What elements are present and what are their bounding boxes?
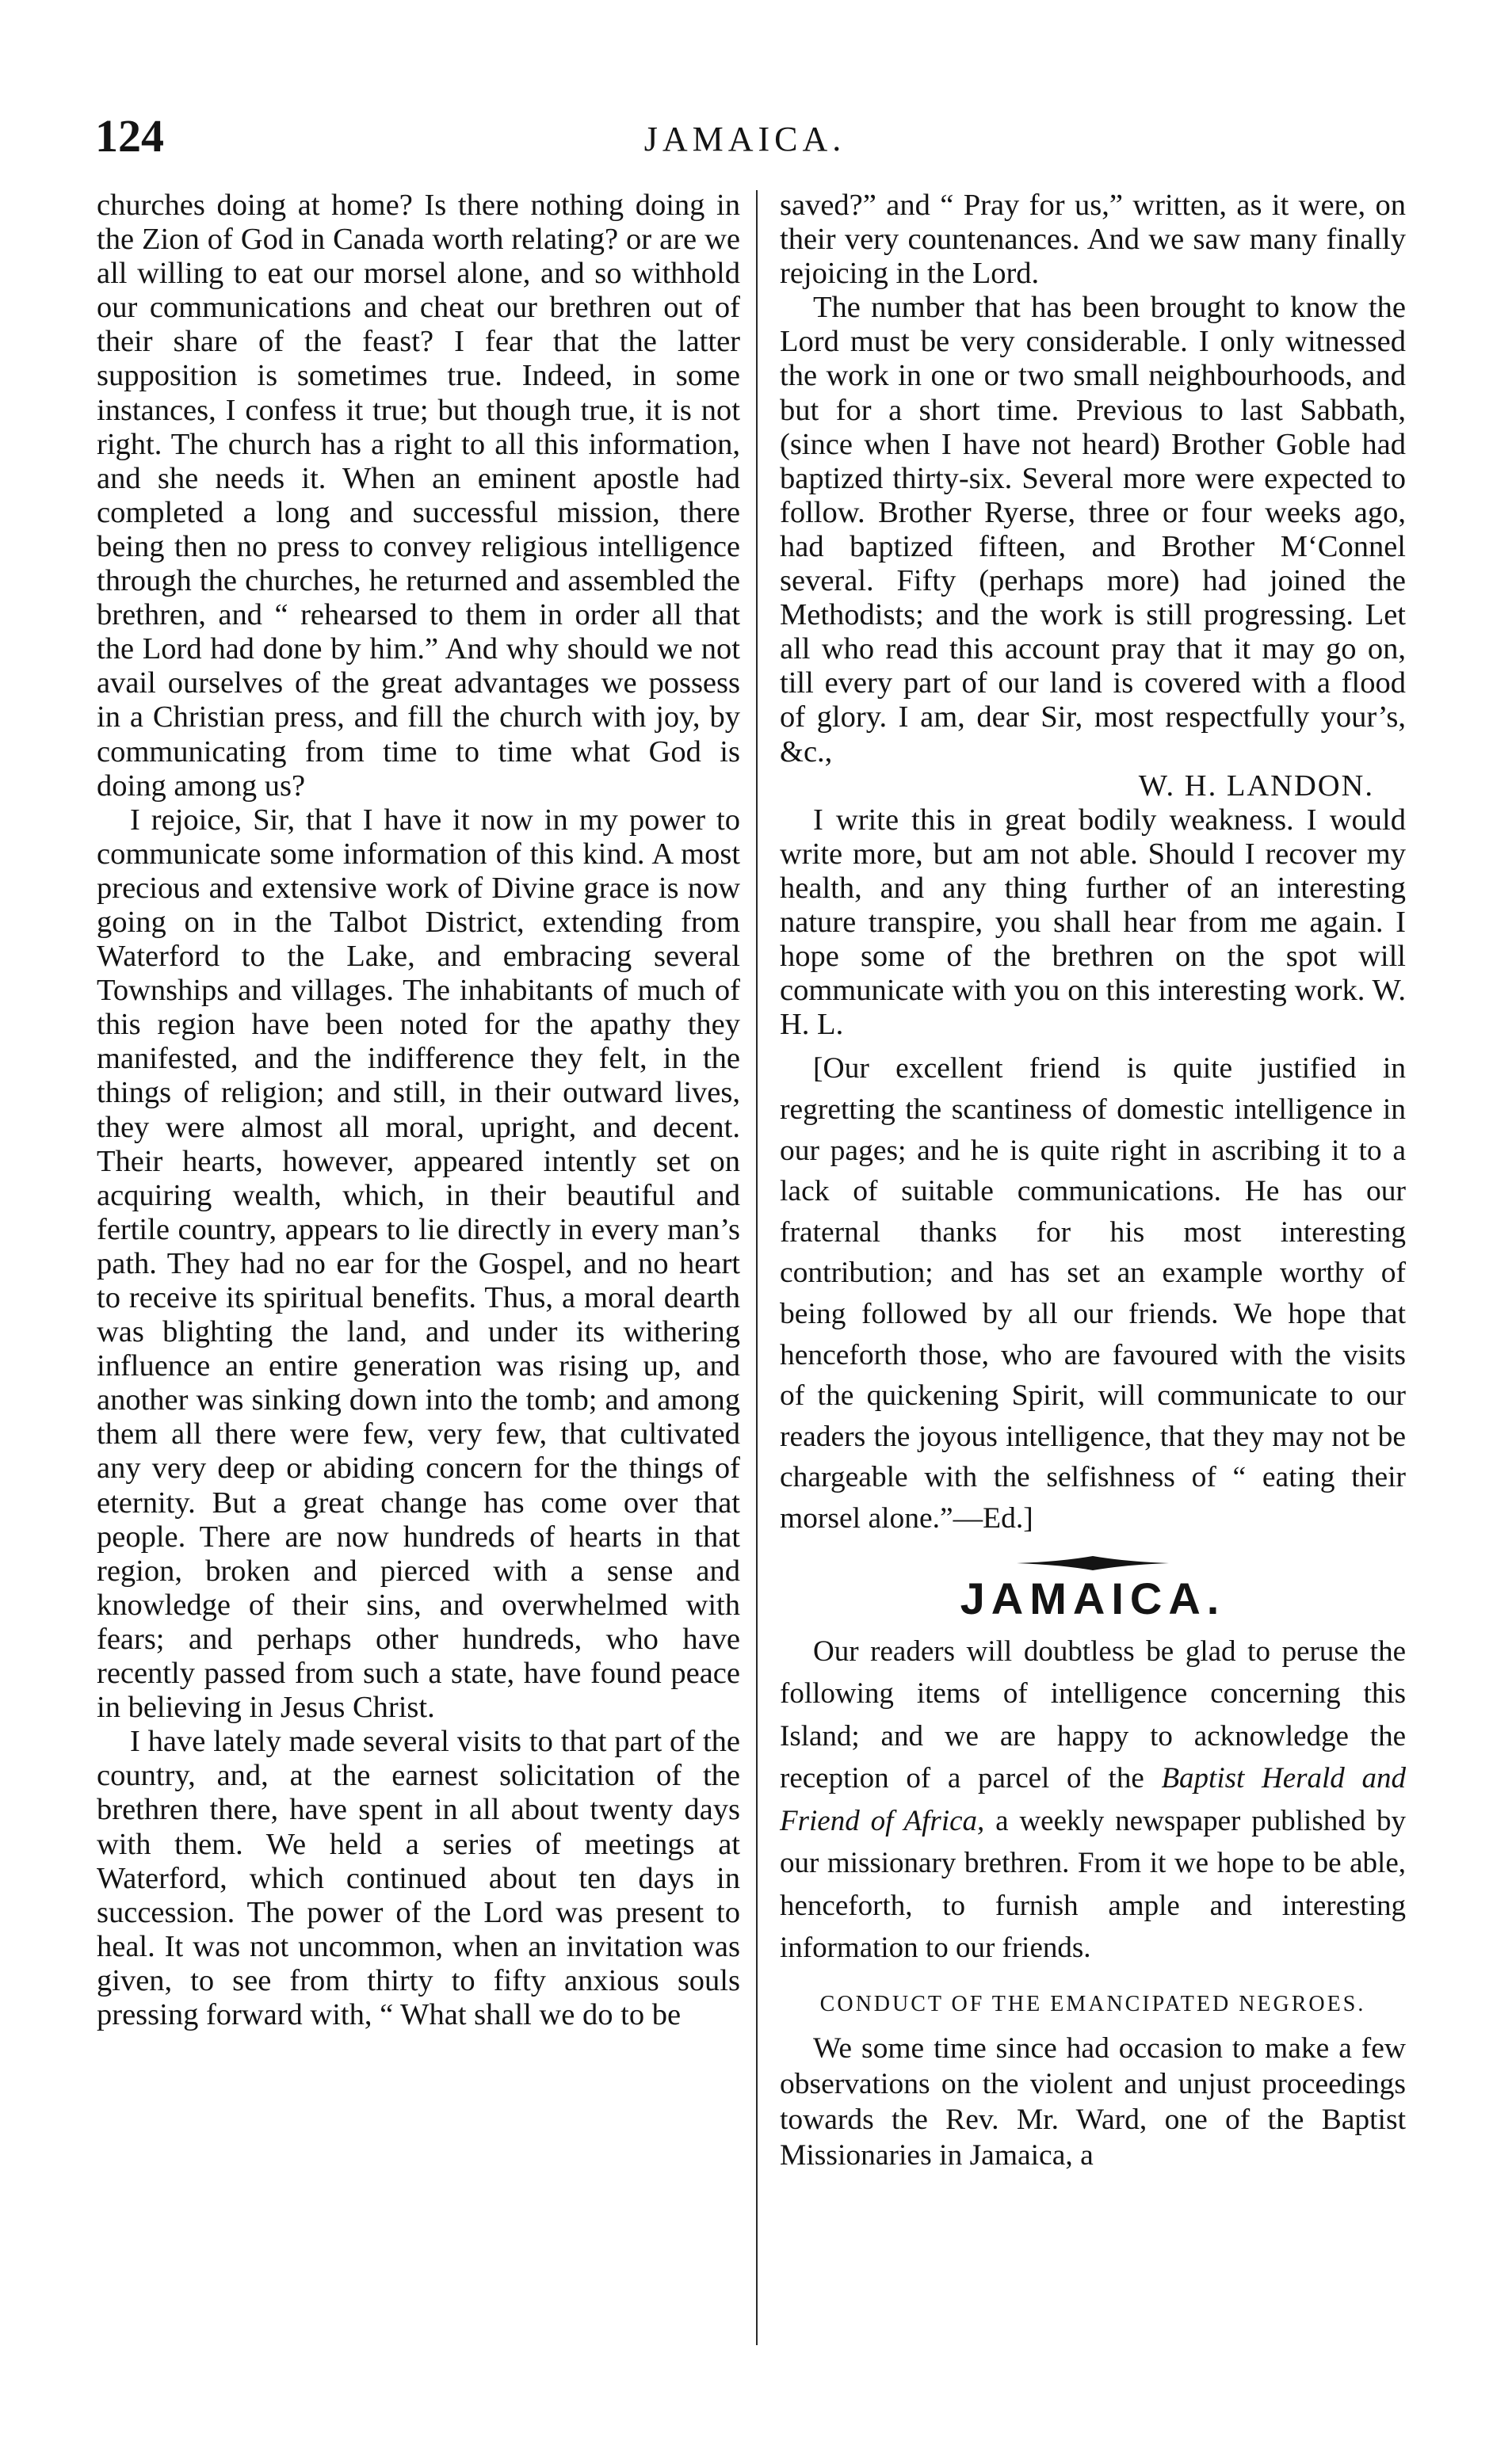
left-column [97, 189, 740, 2032]
left-paragraph-2: I rejoice, Sir, that I have it now in my power to communicate some information of this kind. A most precious and extensive work of Divine grace is now going on in the Talbot District, extending from Waterford to the Lake, and embracing several Townships and villages. The inhabitants of much of this region have been noted for the apathy they manifested, and the indifference they felt, in the things of religion; and still, in their outward lives, they were almost all moral, upright, and decent. Their hearts, however, appeared intently set on acquiring wealth, which, in their beautiful and fertile country, appears to lie directly in every man’s path. They had no ear for the Gospel, and no heart to receive its spiritual benefits. Thus, a moral dearth was blighting the land, and under its withering influence an entire generation was rising up, and another was sinking down into the tomb; and among them all there were few, very few, that cultivated any very deep or abiding concern for the things of eternity. But a great change has come over that people. There are now hundreds of hearts in that region, broken and pierced with a sense and knowledge of their sins, and overwhelmed with fears; and perhaps other hundreds, who have recently passed from such a state, have found peace in believing in Jesus Christ. [97, 803, 740, 1725]
section-title: JAMAICA. [960, 1573, 1226, 1624]
intro-text-end: a weekly newspaper published by our missionary brethren. From it we hope to be able, henceforth, to furnish ample and interesting information to our friends. [780, 1804, 1407, 1965]
left-paragraph-1: churches doing at home? Is there nothing doing in the Zion of God in Canada worth relating? or are we all willing to eat our morsel alone, and so withhold our communications and cheat our brethren out of their share of the feast? I fear that the latter supposition is sometimes true. Indeed, in some instances, I confess it true; but though true, it is not right. The church has a right to all this information, and she needs it. When an eminent apostle had completed a long and successful mission, there being then no press to convey religious intelligence through the churches, he returned and assembled the brethren, and “ rehearsed to them in order all that the Lord had done by him.” And why should we not avail ourselves of the great advantages we possess in a Christian press, and fill the church with joy, by communicating from time to time what God is doing among us? [97, 189, 740, 803]
signature: W. H. LANDON. [1138, 769, 1374, 803]
page-number: 124 [95, 110, 164, 162]
right-paragraph-4: We some time since had occasion to make a few observations on the violent and unjust proceedings towards the Rev. Mr. Ward, one of the Baptist Missionaries in Jamaica, a [780, 2031, 1406, 2172]
running-head: JAMAICA. [643, 120, 846, 158]
column-divider [756, 190, 758, 2345]
editorial-note: [Our excellent friend is quite justified in regretting the scantiness of domestic intelligence in our pages; and he is quite right in ascribing it to a lack of suitable communications. He has our fraternal thanks for his most interesting contribution; and has set an example worthy of being followed by all our friends. We hope that henceforth those, who are favoured with the visits of the quickening Spirit, will communicate to our readers the joyous intelligence, that they may not be chargeable with the selfishness of “ eating their morsel alone.”—Ed.] [780, 1052, 1406, 1535]
left-paragraph-3: I have lately made several visits to that part of the country, and, at the earnest solicitation of the brethren there, have spent in all about twenty days with them. We held a series of meetings at Waterford, which continued about ten days in succession. The power of the Lord was present to heal. It was not uncommon, when an invitation was given, to see from thirty to fifty anxious souls pressing forward with, “ What shall we do to be [97, 1725, 740, 2031]
right-paragraph-3: I write this in great bodily weakness. I would write more, but am not able. Should I recover my health, and any thing further of an interesting nature transpire, you shall hear from me again. I hope some of the brethren on the spot will communicate with you on this interesting work. W. H. L. [780, 803, 1406, 1042]
ornament-rule-icon [1014, 1553, 1172, 1573]
intro-text-start: Our readers will doubtless be glad to peruse the following items of intelligence concerning this Island; and we are happy to acknowledge the reception of a parcel of the [780, 1634, 1406, 1795]
intro-paragraph [780, 1631, 1406, 1970]
page-header [95, 109, 1395, 165]
newspaper-title: Baptist Herald and Friend of Africa, [780, 1762, 1406, 1837]
right-paragraph-2: The number that has been brought to know the Lord must be very considerable. I only witnessed the work in one or two small neighbourhoods, and but for a short time. Previous to last Sabbath, (since when I have not heard) Brother Goble had baptized thirty-six. Several more were expected to follow. Brother Ryerse, three or four weeks ago, had baptized fifteen, and Brother M‘Connel several. Fifty (perhaps more) had joined the Methodists; and the work is still progressing. Let all who read this account pray that it may go on, till every part of our land is covered with a flood of glory. I am, dear Sir, most respectfully your’s, &c., [780, 291, 1406, 769]
right-paragraph-1: saved?” and “ Pray for us,” written, as it were, on their very countenances. And we saw many finally rejoicing in the Lord. [780, 189, 1406, 291]
subheading: CONDUCT OF THE EMANCIPATED NEGROES. [819, 1991, 1366, 2016]
right-column [780, 189, 1406, 2173]
